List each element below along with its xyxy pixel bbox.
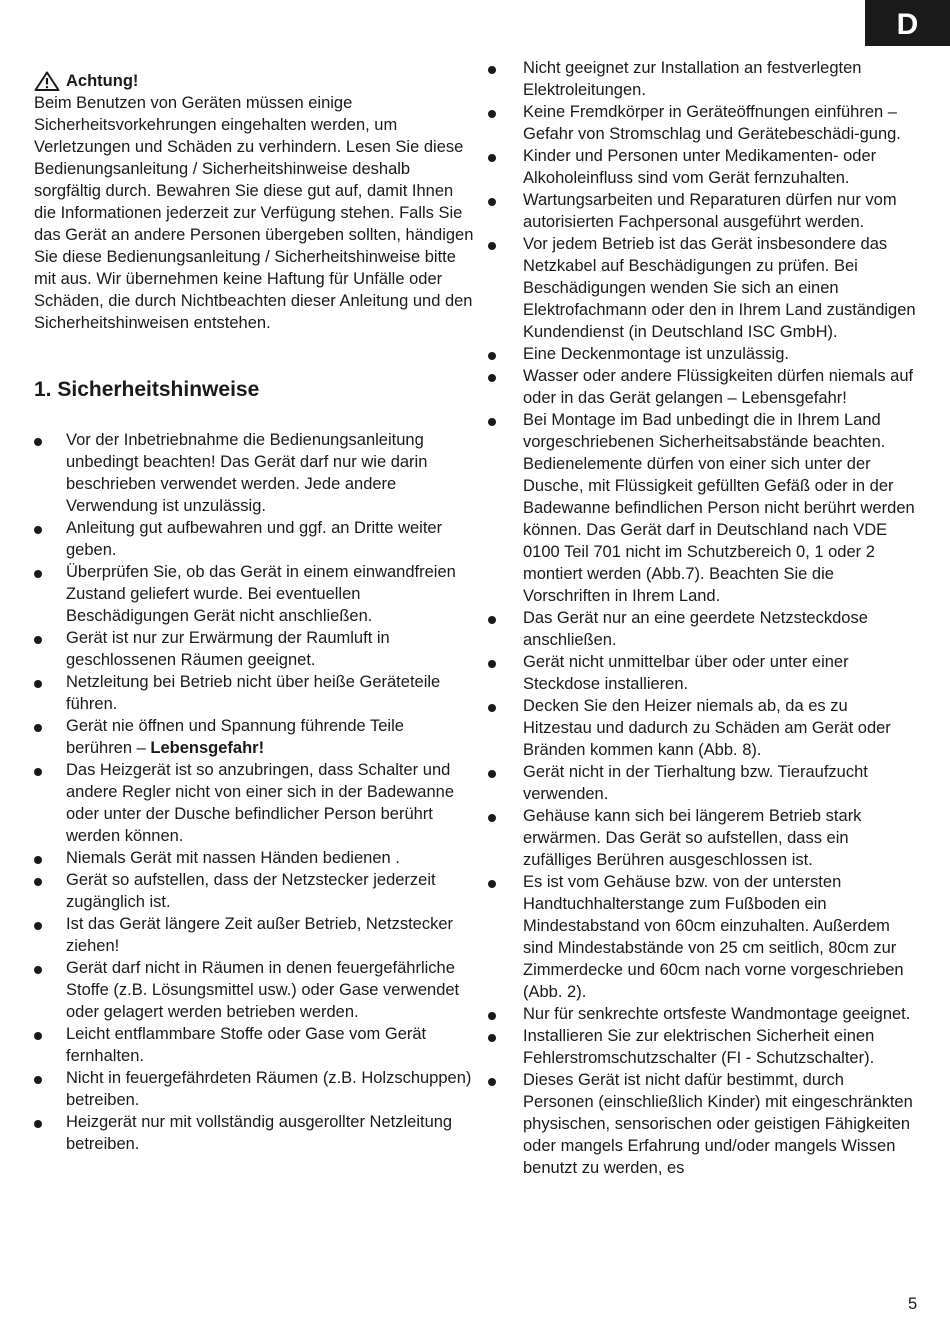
warning-text: Beim Benutzen von Geräten müssen einige Sicherheitsvorkehrungen eingehalten werden, um Verletzungen und Schäden zu verhindern. Lesen Sie diese Bedienungsanleitung / Sicherheitshinweise deshalb sorgfältig durch. Bewahren Sie diese gut auf, damit Ihnen die Informationen jederzeit zur Verfügung stehen. Falls Sie das Gerät an andere Personen übergeben sollten, händigen Sie diese Bedienungsanleitung / Sicherheitshinweise bitte mit aus. Wir übernehmen keine Haftung für Unfälle oder Schäden, die durch Nichtbeachten dieser Anleitung und den Sicherheitshinweisen entstehen.	[34, 94, 474, 332]
list-item: Das Gerät nur an eine geerdete Netzsteckdose anschließen.	[488, 607, 918, 651]
warning-heading	[34, 70, 474, 92]
bullet-icon	[488, 374, 496, 382]
bullet-icon	[34, 1076, 42, 1084]
list-item: Leicht entflammbare Stoffe oder Gase vom Gerät fernhalten.	[34, 1023, 474, 1067]
left-column	[34, 70, 474, 1155]
list-item: Niemals Gerät mit nassen Händen bedienen .	[34, 847, 474, 869]
bullet-icon	[34, 1120, 42, 1128]
bullet-icon	[34, 724, 42, 732]
bullet-icon	[34, 966, 42, 974]
list-item: Nicht in feuergefährdeten Räumen (z.B. Holzschuppen) betreiben.	[34, 1067, 474, 1111]
bullet-icon	[488, 1034, 496, 1042]
list-item: Decken Sie den Heizer niemals ab, da es zu Hitzestau und dadurch zu Schäden am Gerät oder Bränden kommen kann (Abb. 8).	[488, 695, 918, 761]
list-item: Gerät nicht in der Tierhaltung bzw. Tieraufzucht verwenden.	[488, 761, 918, 805]
list-item: Nur für senkrechte ortsfeste Wandmontage geeignet.	[488, 1003, 918, 1025]
list-item: Dieses Gerät ist nicht dafür bestimmt, durch Personen (einschließlich Kinder) mit eingeschränkten physischen, sensorischen oder geistigen Fähigkeiten oder mangels Erfahrung und/oder mangels Wissen benutzt zu werden, es	[488, 1069, 918, 1179]
list-item: Heizgerät nur mit vollständig ausgerollter Netzleitung betreiben.	[34, 1111, 474, 1155]
bullet-icon	[34, 1032, 42, 1040]
list-item: Vor der Inbetriebnahme die Bedienungsanleitung unbedingt beachten! Das Gerät darf nur wie darin beschrieben verwendet werden. Jede andere Verwendung ist unzulässig.	[34, 429, 474, 517]
list-item: Installieren Sie zur elektrischen Sicherheit einen Fehlerstromschutzschalter (FI - Schutzschalter).	[488, 1025, 918, 1069]
bullet-icon	[34, 438, 42, 446]
list-item: Eine Deckenmontage ist unzulässig.	[488, 343, 918, 365]
bullet-icon	[488, 352, 496, 360]
bullet-icon	[488, 814, 496, 822]
bullet-icon	[488, 616, 496, 624]
list-item: Gerät nie öffnen und Spannung führende Teile berühren – Lebensgefahr!	[34, 715, 474, 759]
bullet-icon	[34, 636, 42, 644]
bullet-icon	[488, 880, 496, 888]
bullet-icon	[34, 856, 42, 864]
bullet-icon	[488, 704, 496, 712]
list-item: Netzleitung bei Betrieb nicht über heiße Geräteteile führen.	[34, 671, 474, 715]
language-tab: D	[865, 0, 950, 46]
list-item: Nicht geeignet zur Installation an festverlegten Elektroleitungen.	[488, 57, 918, 101]
list-item: Überprüfen Sie, ob das Gerät in einem einwandfreien Zustand geliefert wurde. Bei eventuellen Beschädigungen Gerät nicht anschließen.	[34, 561, 474, 627]
list-item: Wasser oder andere Flüssigkeiten dürfen niemals auf oder in das Gerät gelangen – Lebensgefahr!	[488, 365, 918, 409]
bullet-icon	[488, 660, 496, 668]
list-item: Kinder und Personen unter Medikamenten- oder Alkoholeinfluss sind vom Gerät fernzuhalten.	[488, 145, 918, 189]
list-item: Bei Montage im Bad unbedingt die in Ihrem Land vorgeschriebenen Sicherheitsabstände beachten. Bedienelemente dürfen von einer sich unter der Dusche, mit Flüssigkeit gefüllten Gefäß oder in der Badewanne befindlichen Person nicht berührt werden können. Das Gerät darf in Deutschland nach VDE 0100 Teil 701 nicht im Schutzbereich 0, 1 oder 2 montiert werden (Abb.7). Beachten Sie die Vorschriften in Ihrem Land.	[488, 409, 918, 607]
bullet-icon	[488, 418, 496, 426]
bullet-icon	[488, 198, 496, 206]
bullet-icon	[488, 110, 496, 118]
bullet-icon	[488, 154, 496, 162]
danger-emphasis: Lebensgefahr!	[150, 739, 265, 757]
list-item: Wartungsarbeiten und Reparaturen dürfen nur vom autorisierten Fachpersonal ausgeführt werden.	[488, 189, 918, 233]
safety-list-left	[34, 429, 474, 1155]
bullet-icon	[34, 768, 42, 776]
bullet-icon	[488, 1078, 496, 1086]
list-item: Anleitung gut aufbewahren und ggf. an Dritte weiter geben.	[34, 517, 474, 561]
bullet-icon	[34, 570, 42, 578]
bullet-icon	[34, 878, 42, 886]
bullet-icon	[488, 66, 496, 74]
safety-list-right	[488, 57, 918, 1179]
bullet-icon	[34, 526, 42, 534]
bullet-icon	[34, 922, 42, 930]
list-item: Gehäuse kann sich bei längerem Betrieb stark erwärmen. Das Gerät so aufstellen, dass ein zufälliges Berühren ausgeschlossen ist.	[488, 805, 918, 871]
section-title: 1. Sicherheitshinweise	[34, 378, 260, 401]
list-item: Vor jedem Betrieb ist das Gerät insbesondere das Netzkabel auf Beschädigungen zu prüfen. Bei Beschädigungen wenden Sie sich an einen Elektrofachmann oder den in Ihrem Land zuständigen Kundendienst (in Deutschland ISC GmbH).	[488, 233, 918, 343]
list-item: Gerät ist nur zur Erwärmung der Raumluft in geschlossenen Räumen geeignet.	[34, 627, 474, 671]
list-item: Gerät darf nicht in Räumen in denen feuergefährliche Stoffe (z.B. Lösungsmittel usw.) oder Gase verwendet oder gelagert werden betrieben werden.	[34, 957, 474, 1023]
list-item: Gerät so aufstellen, dass der Netzstecker jederzeit zugänglich ist.	[34, 869, 474, 913]
bullet-icon	[488, 1012, 496, 1020]
warning-triangle-icon	[34, 71, 60, 91]
right-column	[488, 57, 918, 1179]
bullet-icon	[488, 242, 496, 250]
list-item: Es ist vom Gehäuse bzw. von der untersten Handtuchhalterstange zum Fußboden ein Mindestabstand von 60cm einzuhalten. Außerdem sind Mindestabstände von 25 cm seitlich, 80cm zur Zimmerdecke und 60cm nach vorne vorgeschrieben (Abb. 2).	[488, 871, 918, 1003]
page-number: 5	[908, 1295, 918, 1313]
bullet-icon	[488, 770, 496, 778]
list-item: Das Heizgerät ist so anzubringen, dass Schalter und andere Regler nicht von einer sich in der Badewanne oder unter der Dusche befindlicher Person berührt werden können.	[34, 759, 474, 847]
warning-title: Achtung!	[66, 72, 139, 90]
list-item: Gerät nicht unmittelbar über oder unter einer Steckdose installieren.	[488, 651, 918, 695]
bullet-icon	[34, 680, 42, 688]
list-item: Keine Fremdkörper in Geräteöffnungen einführen – Gefahr von Stromschlag und Gerätebeschädi-gung.	[488, 101, 918, 145]
list-item: Ist das Gerät längere Zeit außer Betrieb, Netzstecker ziehen!	[34, 913, 474, 957]
